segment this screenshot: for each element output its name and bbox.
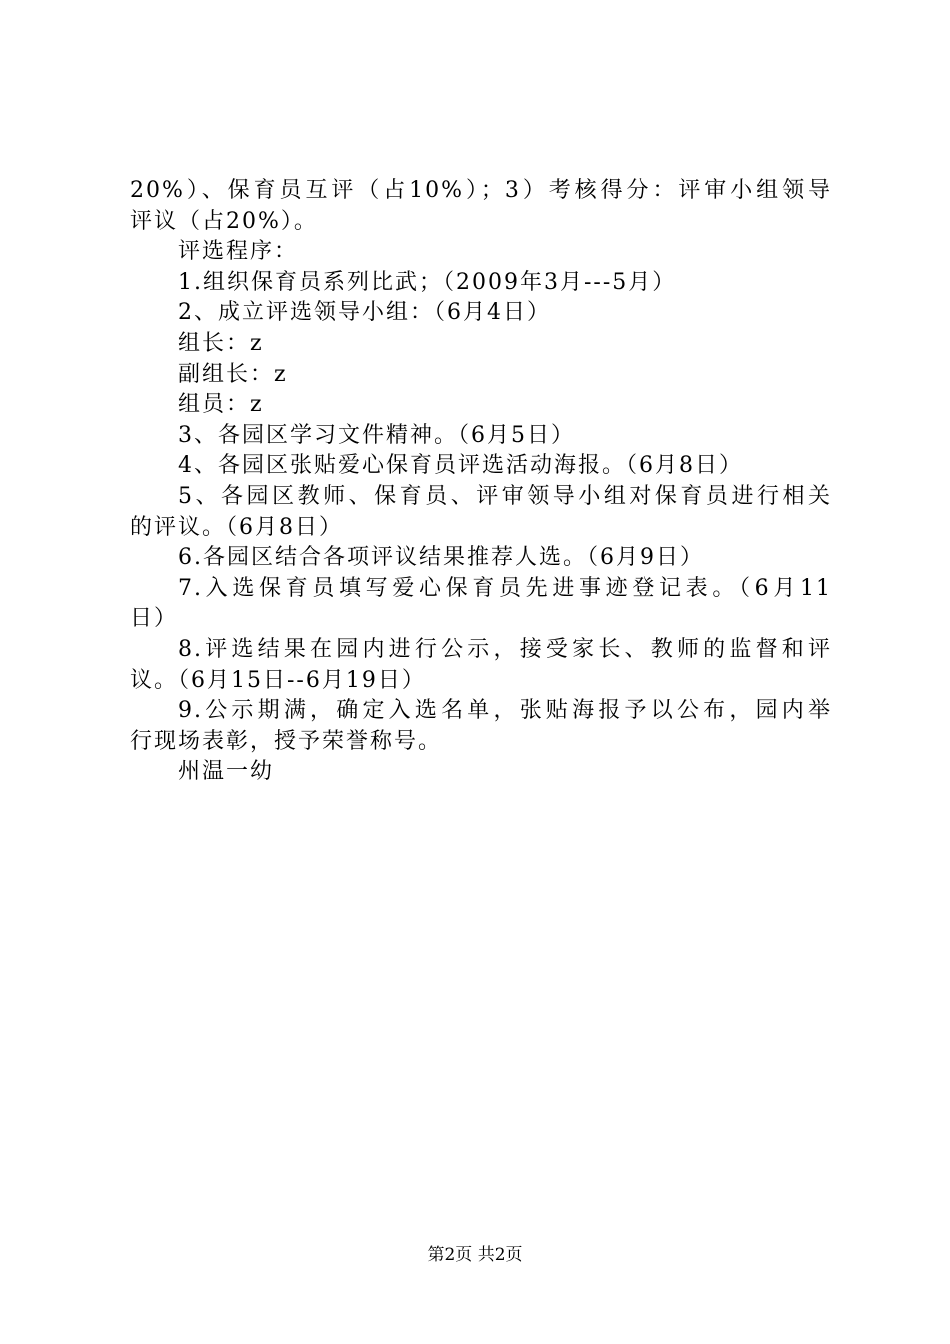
text-line: 评选程序： [178, 239, 299, 265]
text-line: 6.各园区结合各项评议结果推荐人选。（6月9日） [178, 545, 704, 571]
text-line: 评议（占20%）。 [130, 208, 318, 234]
text-line: 行现场表彰，授予荣誉称号。 [130, 728, 443, 754]
text-line: 1.组织保育员系列比武；（2009年3月---5月） [178, 269, 677, 295]
text-line: 议。（6月15日--6月19日） [130, 667, 426, 693]
text-line: 组长：z [178, 330, 264, 356]
text-line: 组员：z [178, 392, 264, 418]
text-line: 9.公示期满，确定入选名单，张贴海报予以公布，园内举 [178, 698, 832, 724]
text-line: 5、各园区教师、保育员、评审领导小组对保育员进行相关 [178, 483, 832, 509]
text-line: 4、各园区张贴爱心保育员评选活动海报。（6月8日） [178, 453, 743, 479]
text-line: 日） [130, 606, 179, 632]
page-footer: 第2页 共2页 [427, 1245, 523, 1265]
text-line: 20%）、保育员互评（占10%）；3）考核得分：评审小组领导 [130, 178, 832, 203]
document-body [130, 176, 832, 788]
signature-line: 州温一幼 [178, 759, 275, 785]
text-line: 3、各园区学习文件精神。（6月5日） [178, 422, 575, 448]
text-line: 8.评选结果在园内进行公示，接受家长、教师的监督和评 [178, 636, 832, 662]
text-line: 7.入选保育员填写爱心保育员先进事迹登记表。（6月11 [178, 575, 832, 601]
text-line: 副组长：z [178, 361, 288, 387]
text-line: 的评议。（6月8日） [130, 514, 343, 540]
text-line: 2、成立评选领导小组：（6月4日） [178, 300, 551, 326]
